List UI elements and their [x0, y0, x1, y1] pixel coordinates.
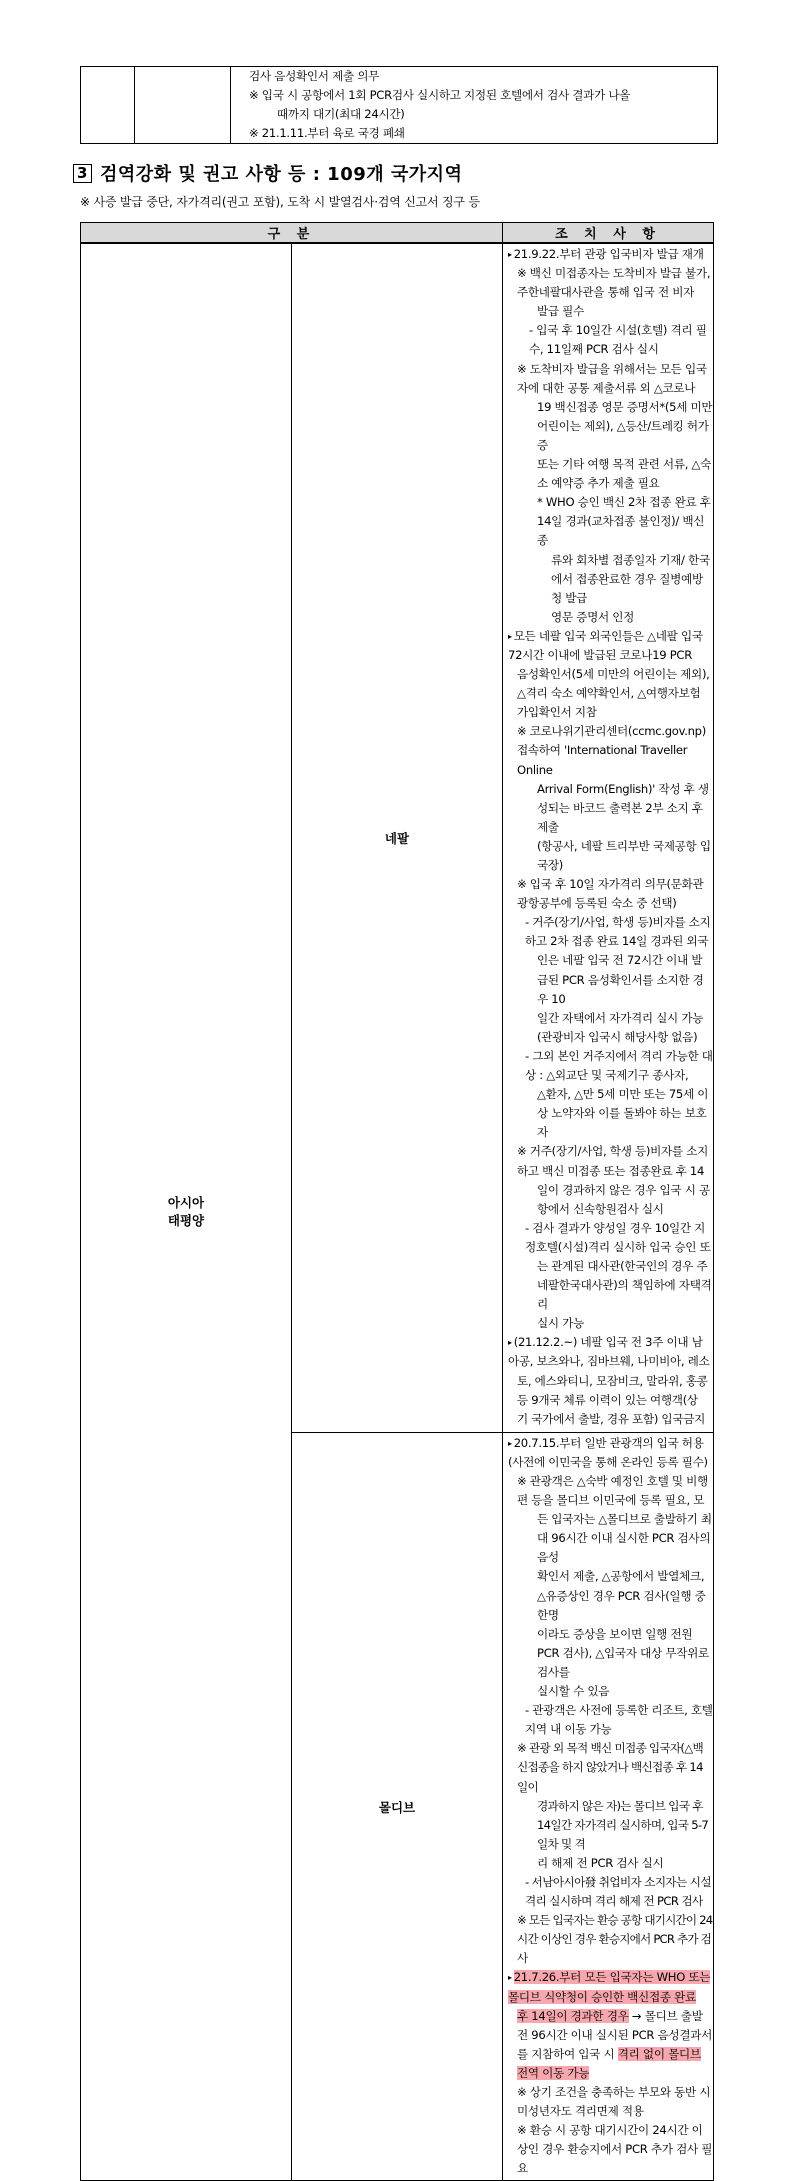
- highlighted-text: 격리 없이 몰디브 전역 이동 가능: [517, 2046, 701, 2080]
- text-line: ※ 21.1.11.부터 육로 국경 폐쇄: [249, 126, 405, 141]
- text-line: ※ 입국 후 10일 자가격리 의무(문화관광항공부에 등록된 숙소 중 선택): [517, 877, 704, 911]
- text-line: 영문 증명서 인정: [551, 609, 635, 624]
- text-line: 기 국가에서 출발, 경유 포함) 입국금지: [517, 1411, 706, 1426]
- text-line: - 관광객은 사전에 등록한 리조트, 호텔 지역 내 이동 가능: [525, 1703, 713, 1737]
- text-line: 또는 기타 여행 목적 관련 서류, △숙소 예약증 추가 제출 필요: [537, 457, 712, 491]
- bullet-line: [503, 1968, 713, 2006]
- maldives-measures: [503, 1432, 714, 2181]
- triangle-bullet-icon: ▸: [508, 1973, 512, 1983]
- text-line: 19 백신접종 영문 증명서*(5세 미만 어린이는 제외), △등산/트레킹 허가증: [537, 399, 713, 452]
- text-line: 20.7.15.부터 일반 관광객의 입국 허용(사전에 이민국을 통해 온라인 등록 필수): [508, 1435, 708, 1469]
- text-line: 를 지참하여 입국 시: [517, 2046, 615, 2061]
- country-nepal: 네팔: [292, 243, 503, 1432]
- text-line: ※ 백신 미접종자는 도착비자 발급 불가, 주한네팔대사관을 통해 입국 전 비자: [517, 266, 711, 300]
- bullet-line: [503, 245, 713, 264]
- section-note: ※ 사증 발급 중단, 자가격리(권고 포함), 도착 시 발열검사·검역 신고서 징구 등: [80, 195, 480, 209]
- triangle-bullet-icon: ▸: [508, 1438, 512, 1448]
- text-line: - 입국 후 10일간 시설(호텔) 격리 필수, 11일째 PCR 검사 실시: [529, 323, 707, 357]
- text-line: (21.12.2.~) 네팔 입국 전 3주 이내 남아공, 보츠와나, 짐바브웨, 나미비아, 레소: [508, 1335, 710, 1369]
- triangle-bullet-icon: ▸: [508, 631, 512, 641]
- text-line: ※ 입국 시 공항에서 1회 PCR검사 실시하고 지정된 호텔에서 검사 결과가 나올: [249, 88, 631, 103]
- text-line: ※ 거주(장기/사업, 학생 등)비자를 소지하고 백신 미접종 또는 접종완료 후 14: [517, 1144, 708, 1178]
- top-col-country: [135, 67, 231, 144]
- section-title-text: 검역강화 및 권고 사항 등 : 109개 국가지역: [100, 164, 463, 185]
- text-line: 확인서 제출, △공항에서 발열체크, △유증상인 경우 PCR 검사(일행 중 한명: [537, 1569, 706, 1622]
- country-maldives: 몰디브: [292, 1432, 503, 2181]
- text-line: 일간 자택에서 자가격리 실시 가능(관광비자 입국시 해당사항 없음): [537, 1010, 704, 1044]
- top-col-region: [81, 67, 135, 144]
- text-line: ※ 관광 외 목적 백신 미접종 입국자(△백신접종을 하지 않았거나 백신접종 후 14일이: [517, 1741, 703, 1794]
- text-line: 일이 경과하지 않은 경우 입국 시 공항에서 신속항원검사 실시: [537, 1182, 710, 1216]
- text-line: [503, 2045, 713, 2083]
- text-line: 이라도 증상을 보이면 일행 전원 PCR 검사), △입국자 대상 무작위로 검사를: [537, 1626, 709, 1679]
- text-line: 실시할 수 있음: [537, 1684, 610, 1699]
- region-line: 태평양: [167, 1213, 205, 1229]
- text-line: 는 관계된 대사관(한국인의 경우 주네팔한국대사관)의 책임하에 자택격리: [537, 1258, 712, 1312]
- text-line: 리 해제 전 PCR 검사 실시: [537, 1855, 664, 1870]
- triangle-bullet-icon: ▸: [508, 250, 512, 259]
- text-line: ※ 코로나위기관리센터(ccmc.gov.np) 접속하여 'International Traveller Online: [517, 724, 706, 777]
- text-line: △환자, △만 5세 미만 또는 75세 이상 노약자와 이를 돌봐야 하는 보호자: [537, 1087, 709, 1140]
- highlighted-text: 후 14일이 경과한 경우: [517, 2008, 629, 2023]
- text-line: → 몰디브 출발 전 96시간 이내 실시된 PCR 음성결과서: [517, 2008, 713, 2042]
- bullet-line: [503, 627, 713, 665]
- text-line: 때까지 대기(최대 24시간): [277, 107, 405, 122]
- text-line: [503, 2007, 713, 2045]
- text-line: 21.9.22.부터 관광 입국비자 발급 재개: [513, 247, 704, 261]
- text-line: ※ 환승 시 공항 대기시간이 24시간 이상인 경우 환승지에서 PCR 추가 검사 필요: [517, 2123, 713, 2176]
- top-continuation-table: [80, 66, 718, 144]
- section-number: 3: [73, 164, 92, 183]
- top-col-measures: [231, 67, 718, 144]
- text-line: (항공사, 네팔 트리부반 국제공항 입국장): [537, 838, 711, 872]
- region-cell: [81, 243, 292, 2181]
- text-line: 인은 네팔 입국 전 72시간 이내 발급된 PCR 음성확인서를 소지한 경우 10: [537, 953, 704, 1006]
- text-line: ※ 상기 조건을 충족하는 부모와 동반 시 미성년자도 격리면제 적용: [517, 2085, 711, 2119]
- text-line: ※ 모든 입국자는 환승 공항 대기시간이 24시간 이상인 경우 환승지에서 PCR 추가 검사: [517, 1913, 713, 1966]
- text-line: - 거주(장기/사업, 학생 등)비자를 소지하고 2차 접종 완료 14일 경과된 외국: [525, 915, 711, 949]
- highlighted-text: 21.7.26.부터 모든 입국자는 WHO 또는 몰디브 식약청이 승인한 백신접종 완료: [508, 1970, 711, 2004]
- section-title: [73, 160, 462, 186]
- text-line: - 검사 결과가 양성일 경우 10일간 지정호텔(시설)격리 실시하 입국 승인 또: [525, 1220, 711, 1254]
- text-line: 토, 에스와티니, 모잠비크, 말라위, 홍콩 등 9개국 체류 이력이 있는 여행객(상: [517, 1373, 708, 1407]
- measures-table: [80, 222, 714, 2181]
- text-line: - 서남아시아發 취업비자 소지자는 시설격리 실시하며 격리 해제 전 PCR 검사: [525, 1874, 711, 1909]
- text-line: 검사 음성확인서 제출 의무: [249, 69, 380, 83]
- nepal-measures: [503, 243, 714, 1432]
- text-line: 모든 네팔 입국 외국인들은 △네팔 입국 72시간 이내에 발급된 코로나19 PCR: [508, 628, 703, 662]
- text-line: Arrival Form(English)' 작성 후 생성되는 바코드 출력본 2부 소지 후 제출: [537, 781, 709, 834]
- bullet-line: [503, 1333, 713, 1371]
- text-line: 든 입국자는 △몰디브로 출발하기 최대 96시간 이내 실시한 PCR 검사의 음성: [537, 1512, 712, 1565]
- text-line: 류와 회차별 접종일자 기재/ 한국에서 접종완료한 경우 질병예방청 발급: [551, 552, 710, 605]
- text-line: ※ 관광객은 △숙박 예정인 호텔 및 비행편 등을 몰디브 이민국에 등록 필요, 모: [517, 1474, 708, 1508]
- region-line: 아시아: [167, 1195, 205, 1211]
- text-line: 가입확인서 지참: [517, 705, 597, 720]
- text-line: * WHO 승인 백신 2차 접종 완료 후 14일 경과(교차접종 불인정)/ 백신 종: [537, 495, 711, 548]
- header-division: 구 분: [81, 223, 503, 244]
- header-measures: 조 치 사 항: [503, 223, 714, 244]
- text-line: - 그외 본인 거주지에서 격리 가능한 대상 : △외교단 및 국제기구 종사자,: [525, 1048, 713, 1083]
- text-line: ※ 도착비자 발급을 위해서는 모든 입국자에 대한 공통 제출서류 외 △코로나: [517, 361, 707, 395]
- triangle-bullet-icon: ▸: [508, 1338, 512, 1348]
- text-line: 실시 가능: [537, 1316, 584, 1331]
- text-line: 발급 필수: [537, 304, 584, 319]
- text-line: 음성확인서(5세 미만의 어린이는 제외), △격리 숙소 예약확인서, △여행자보험: [517, 667, 710, 701]
- bullet-line: [503, 1434, 713, 1472]
- text-line: 경과하지 않은 자)는 몰디브 입국 후 14일간 자가격리 실시하며, 입국 5-7일차 및 격: [537, 1798, 709, 1851]
